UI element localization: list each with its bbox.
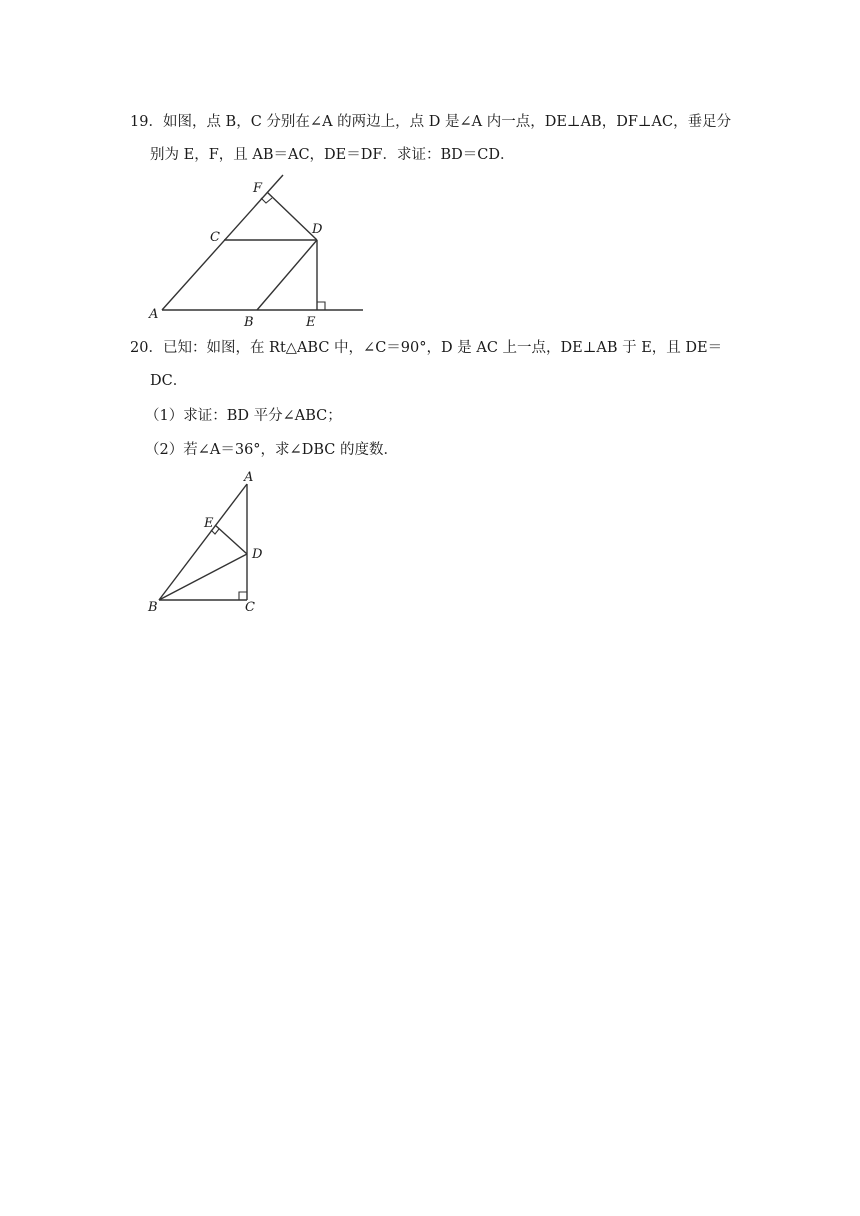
q19-label-d: D <box>312 222 323 237</box>
q19-label-c: C <box>210 230 220 245</box>
q19-segment-bd <box>257 240 317 310</box>
q20-text-line2: DC． <box>150 373 188 389</box>
q19-ray-ac <box>162 175 283 310</box>
q20-part-1: （1）求证：BD 平分∠ABC； <box>145 408 342 424</box>
q19-label-f: F <box>253 181 263 196</box>
q20-figure <box>140 468 280 620</box>
q19-label-a: A <box>149 307 159 322</box>
q20-label-c: C <box>245 600 255 615</box>
q20-label-a: A <box>244 470 254 485</box>
q20-segment-de <box>215 525 247 554</box>
q19-text-line1: 19．如图，点 B，C 分别在∠A 的两边上，点 D 是∠A 内一点，DE⊥AB，DF⊥AC，垂足分 <box>130 114 732 130</box>
q20-part-2: （2）若∠A＝36°，求∠DBC 的度数． <box>145 442 398 458</box>
q19-segment-df <box>267 192 317 240</box>
q20-label-b: B <box>148 600 158 615</box>
q20-text-line1: 20．已知：如图，在 Rt△ABC 中，∠C＝90°，D 是 AC 上一点，DE⊥AB 于 E，且 DE＝ <box>130 340 723 356</box>
q19-label-b: B <box>244 315 254 330</box>
q19-text-line2: 别为 E，F，且 AB＝AC，DE＝DF．求证：BD＝CD． <box>150 147 515 163</box>
q19-figure <box>140 168 380 330</box>
q19-label-e: E <box>306 315 316 330</box>
q20-label-d: D <box>252 547 263 562</box>
q20-segment-bd <box>159 554 247 600</box>
q19-right-angle-e <box>317 302 325 310</box>
q20-right-angle-c <box>239 592 247 600</box>
q20-label-e: E <box>204 516 214 531</box>
